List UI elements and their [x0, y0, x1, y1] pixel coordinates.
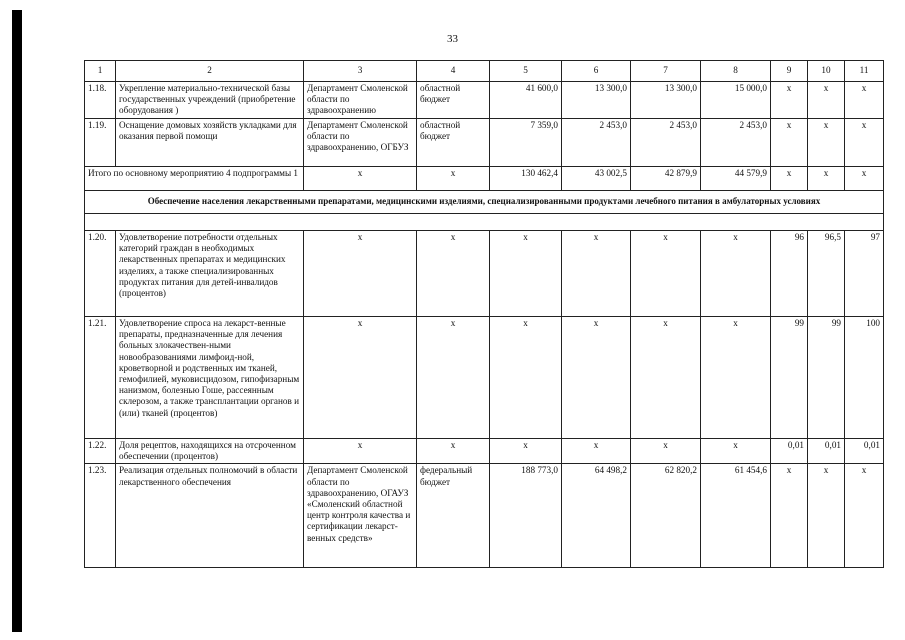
table-row	[85, 439, 884, 464]
table-row	[85, 231, 884, 317]
amount-year-2: х	[631, 317, 701, 439]
amount-year-2: 62 820,2	[631, 464, 701, 568]
indicator-year-1: х	[771, 464, 808, 568]
total-cell: х	[845, 167, 884, 191]
amount-year-1: х	[562, 231, 631, 317]
funding-source: федеральный бюджет	[417, 464, 490, 568]
row-number: 1.20.	[85, 231, 116, 317]
funding-source: областной бюджет	[417, 119, 490, 167]
indicator-year-3: 97	[845, 231, 884, 317]
amount-year-1: 13 300,0	[562, 82, 631, 119]
row-number: 1.18.	[85, 82, 116, 119]
funding-source: областной бюджет	[417, 82, 490, 119]
activity-name: Удовлетворение спроса на лекарст-венные препараты, предназначенные для лечения больных злокачествен-ными новообразованиями лимфоид-ной, кроветворной и родственных им тканей, гемофилией, муковисцидозом, гипофизарным нанизмом, болезнью Гоше, рассеянным склерозом, а также трансплантации органов и (или) тканей (процентов)	[116, 317, 304, 439]
amount-year-2: 13 300,0	[631, 82, 701, 119]
amount-year-1: 2 453,0	[562, 119, 631, 167]
amount-total: х	[490, 439, 562, 464]
amount-total: 7 359,0	[490, 119, 562, 167]
indicator-year-2: 99	[808, 317, 845, 439]
amount-total: х	[490, 231, 562, 317]
total-cell: х	[808, 167, 845, 191]
table-row	[85, 464, 884, 568]
amount-year-1: х	[562, 317, 631, 439]
amount-year-3: 15 000,0	[701, 82, 771, 119]
activity-name: Укрепление материально-технической базы государственных учреждений (приобретение оборудования )	[116, 82, 304, 119]
header-cell: 4	[417, 61, 490, 82]
header-cell: 6	[562, 61, 631, 82]
amount-year-1: х	[562, 439, 631, 464]
section-title: Обеспечение населения лекарственными препаратами, медицинскими изделиями, специализированными продуктами лечебного питания в амбулаторных условиях	[85, 191, 884, 214]
executor: х	[304, 439, 417, 464]
executor: Департамент Смоленской области по здравоохранению, ОГБУЗ	[304, 119, 417, 167]
total-amount: 42 879,9	[631, 167, 701, 191]
section-row	[85, 191, 884, 214]
amount-year-2: х	[631, 439, 701, 464]
amount-year-3: 2 453,0	[701, 119, 771, 167]
executor: х	[304, 317, 417, 439]
amount-year-2: 2 453,0	[631, 119, 701, 167]
amount-year-1: 64 498,2	[562, 464, 631, 568]
indicator-year-1: 99	[771, 317, 808, 439]
total-cell: х	[417, 167, 490, 191]
amount-total: 41 600,0	[490, 82, 562, 119]
indicator-year-2: х	[808, 82, 845, 119]
amount-year-3: х	[701, 231, 771, 317]
activity-name: Удовлетворение потребности отдельных категорий граждан в необходимых лекарственных препаратах и медицинских изделиях, а также специализированных продуктах питания для детей-инвалидов (процентов)	[116, 231, 304, 317]
executor: Департамент Смоленской области по здравоохранению	[304, 82, 417, 119]
amount-year-3: х	[701, 317, 771, 439]
header-cell: 7	[631, 61, 701, 82]
header-cell: 8	[701, 61, 771, 82]
page-number: 33	[447, 33, 458, 45]
total-cell: х	[304, 167, 417, 191]
amount-year-2: х	[631, 231, 701, 317]
executor: х	[304, 231, 417, 317]
row-number: 1.23.	[85, 464, 116, 568]
executor: Департамент Смоленской области по здравоохранению, ОГАУЗ «Смоленский областной центр контроля качества и сертификации лекарст-венных средств»	[304, 464, 417, 568]
funding-source: х	[417, 231, 490, 317]
table-row	[85, 317, 884, 439]
total-label: Итого по основному мероприятию 4 подпрограммы 1	[85, 167, 304, 191]
program-table	[84, 60, 884, 568]
header-cell: 10	[808, 61, 845, 82]
header-cell: 9	[771, 61, 808, 82]
amount-year-3: 61 454,6	[701, 464, 771, 568]
header-cell: 2	[116, 61, 304, 82]
indicator-year-3: х	[845, 464, 884, 568]
indicator-year-3: х	[845, 119, 884, 167]
indicator-year-1: х	[771, 119, 808, 167]
table-row	[85, 82, 884, 119]
total-cell: х	[771, 167, 808, 191]
indicator-year-3: 100	[845, 317, 884, 439]
row-number: 1.21.	[85, 317, 116, 439]
indicator-year-2: 0,01	[808, 439, 845, 464]
indicator-year-2: х	[808, 464, 845, 568]
total-amount: 130 462,4	[490, 167, 562, 191]
indicator-year-1: х	[771, 82, 808, 119]
indicator-year-1: 0,01	[771, 439, 808, 464]
indicator-year-2: 96,5	[808, 231, 845, 317]
activity-name: Реализация отдельных полномочий в области лекарственного обеспечения	[116, 464, 304, 568]
scan-edge-bar	[12, 10, 22, 632]
funding-source: х	[417, 317, 490, 439]
amount-year-3: х	[701, 439, 771, 464]
header-cell: 11	[845, 61, 884, 82]
total-row	[85, 167, 884, 191]
row-number: 1.22.	[85, 439, 116, 464]
indicator-year-2: х	[808, 119, 845, 167]
header-row	[85, 61, 884, 82]
indicator-year-1: 96	[771, 231, 808, 317]
indicator-year-3: 0,01	[845, 439, 884, 464]
table-row	[85, 119, 884, 167]
header-cell: 3	[304, 61, 417, 82]
total-amount: 43 002,5	[562, 167, 631, 191]
activity-name: Оснащение домовых хозяйств укладками для оказания первой помощи	[116, 119, 304, 167]
spacer-row	[85, 214, 884, 231]
total-amount: 44 579,9	[701, 167, 771, 191]
funding-source: х	[417, 439, 490, 464]
header-cell: 1	[85, 61, 116, 82]
row-number: 1.19.	[85, 119, 116, 167]
amount-total: х	[490, 317, 562, 439]
header-cell: 5	[490, 61, 562, 82]
indicator-year-3: х	[845, 82, 884, 119]
amount-total: 188 773,0	[490, 464, 562, 568]
activity-name: Доля рецептов, находящихся на отсроченном обеспечении (процентов)	[116, 439, 304, 464]
